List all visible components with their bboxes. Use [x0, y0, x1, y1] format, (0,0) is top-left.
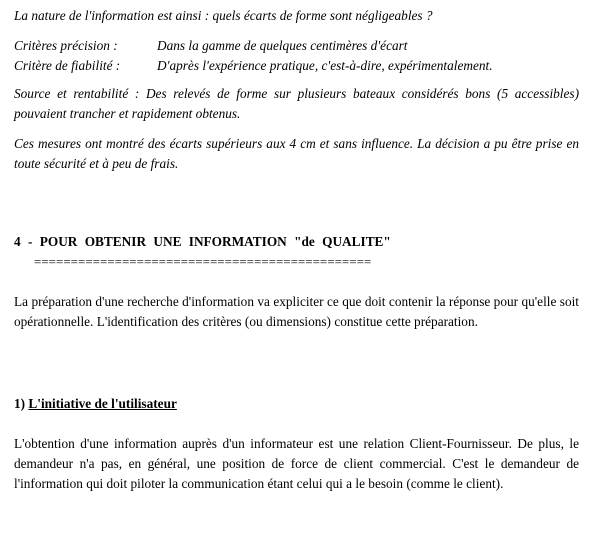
subsection-1-paragraph: L'obtention d'une information auprès d'un informateur est une relation Client-Fournisseur. De plus, le demandeur n'a pas, en général, une position de force de client commercial. C'est le demandeur de l'information qui doit piloter la communication étant celui qui a le besoin (comme le client).: [14, 436, 579, 491]
section-4-heading: 4 - POUR OBTENIR UNE INFORMATION "de QUALITE": [14, 234, 391, 249]
subsection-1-heading: [14, 396, 177, 412]
subsection-1-number: 1): [14, 396, 26, 411]
subsection-1-title: L'initiative de l'utilisateur: [28, 396, 177, 411]
criterion-label-precision: Critères précision :: [14, 38, 118, 53]
intro-question: La nature de l'information est ainsi : quels écarts de forme sont négligeables ?: [14, 8, 433, 23]
section-4-underline-rule: ==============================================: [34, 254, 372, 269]
criterion-value-precision: Dans la gamme de quelques centimères d'écart: [157, 38, 408, 53]
source-paragraph: Source et rentabilité : Des relevés de forme sur plusieurs bateaux considérés bons (5 accessibles) pouvaient trancher et rapidement obtenus.: [14, 86, 579, 121]
criterion-value-reliability: D'après l'expérience pratique, c'est-à-dire, expérimentalement.: [157, 58, 493, 73]
section-4-paragraph: La préparation d'une recherche d'information va expliciter ce que doit contenir la réponse pour qu'elle soit opérationnelle. L'identification des critères (ou dimensions) constitue cette préparation.: [14, 294, 579, 329]
criterion-label-reliability: Critère de fiabilité :: [14, 58, 121, 73]
result-paragraph: Ces mesures ont montré des écarts supérieurs aux 4 cm et sans influence. La décision a pu être prise en toute sécurité et à peu de frais.: [14, 136, 579, 171]
